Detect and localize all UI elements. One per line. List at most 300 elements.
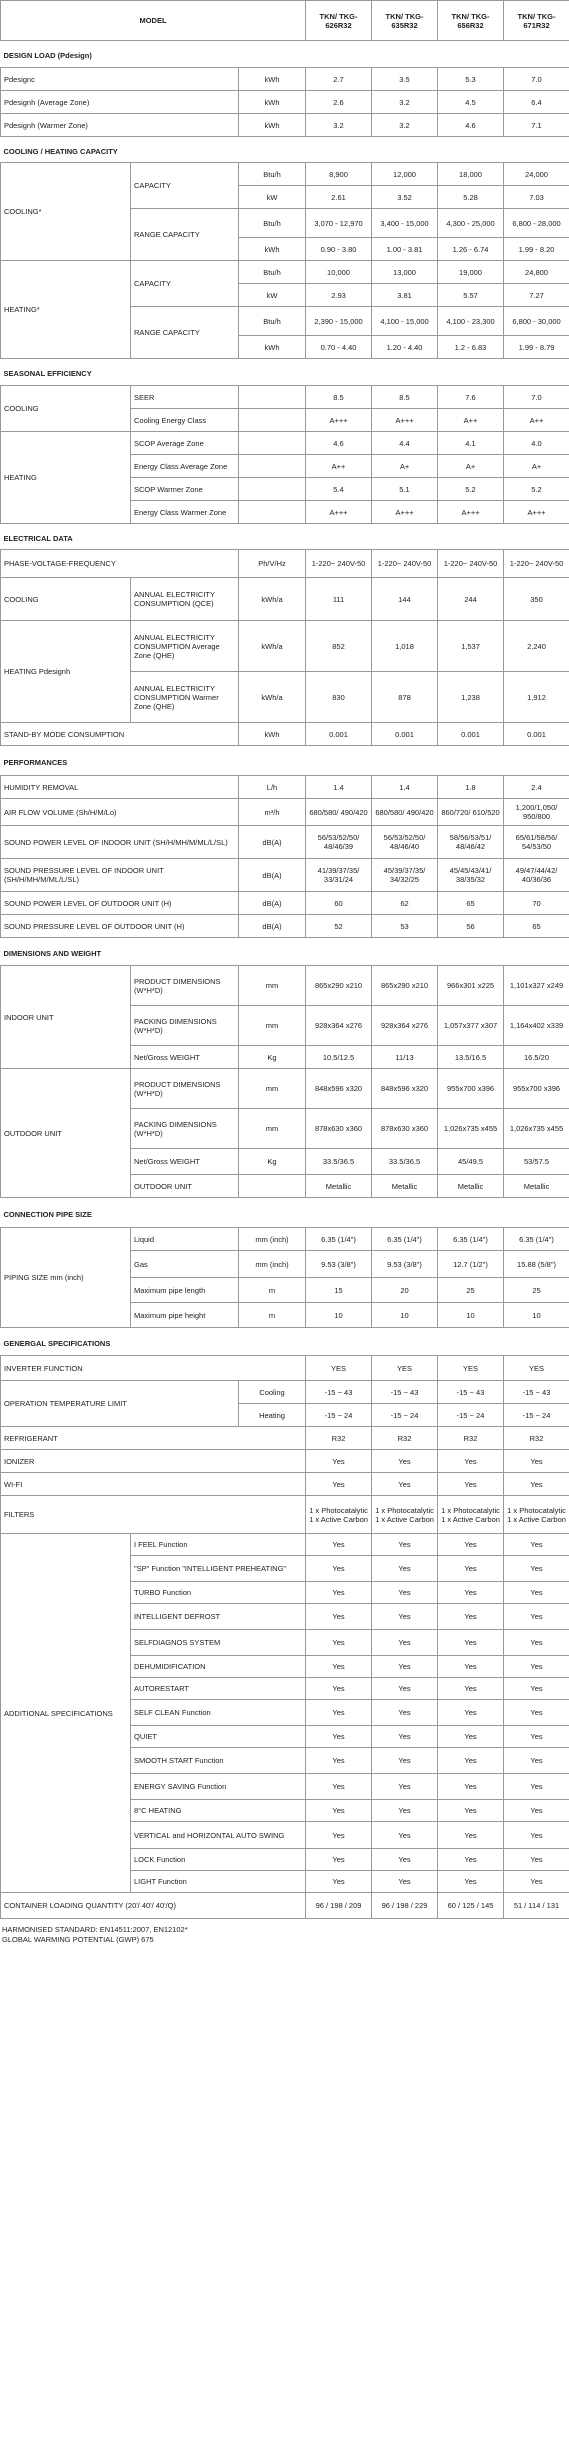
table-row xyxy=(1,915,569,938)
value-cell: 10 xyxy=(306,1303,372,1328)
section-title: ELECTRICAL DATA xyxy=(1,524,569,550)
sub-label: "SP" Function "INTELLIGENT PREHEATING" xyxy=(131,1556,306,1582)
value-cell: Yes xyxy=(372,1822,438,1849)
unit-cell: mm xyxy=(239,1069,306,1109)
row-label: SOUND POWER LEVEL OF INDOOR UNIT (SH/H/MH/M/ML/L/SL) xyxy=(1,826,239,859)
group-label: COOLING* xyxy=(1,163,131,261)
unit-cell: kWh xyxy=(239,238,306,261)
value-cell: -15 ~ 43 xyxy=(504,1381,569,1404)
table-row xyxy=(1,261,569,284)
value-cell: 4.1 xyxy=(438,432,504,455)
value-cell: Yes xyxy=(504,1871,569,1893)
unit-cell: kWh xyxy=(239,114,306,137)
value-cell: Yes xyxy=(306,1849,372,1871)
value-cell: 2.4 xyxy=(504,776,569,799)
unit-cell xyxy=(239,1175,306,1198)
value-cell: Yes xyxy=(504,1822,569,1849)
value-cell: 680/580/ 490/420 xyxy=(372,799,438,826)
value-cell: 10 xyxy=(504,1303,569,1328)
value-cell: 1,018 xyxy=(372,621,438,672)
unit-cell: L/h xyxy=(239,776,306,799)
value-cell: 60 / 125 / 145 xyxy=(438,1893,504,1919)
value-cell: 1,200/1,050/ 950/800 xyxy=(504,799,569,826)
unit-cell: kWh xyxy=(239,336,306,359)
value-cell: Yes xyxy=(504,1656,569,1678)
value-cell: 1,912 xyxy=(504,672,569,723)
value-cell: 848x596 x320 xyxy=(306,1069,372,1109)
value-cell: Yes xyxy=(372,1800,438,1822)
table-row xyxy=(1,621,569,672)
value-cell: Yes xyxy=(372,1604,438,1630)
value-cell: -15 ~ 24 xyxy=(372,1404,438,1427)
value-cell: 60 xyxy=(306,892,372,915)
sub-label: SMOOTH START Function xyxy=(131,1748,306,1774)
value-cell: Yes xyxy=(372,1630,438,1656)
value-cell: 1,537 xyxy=(438,621,504,672)
table-row xyxy=(1,114,569,137)
sub-label: VERTICAL and HORIZONTAL AUTO SWING xyxy=(131,1822,306,1849)
sub-label: SELFDIAGNOS SYSTEM xyxy=(131,1630,306,1656)
value-cell: 350 xyxy=(504,578,569,621)
table-row xyxy=(1,1069,569,1109)
value-cell: Yes xyxy=(372,1774,438,1800)
unit-cell: kWh xyxy=(239,68,306,91)
model-name: TKN/ TKG-635R32 xyxy=(372,1,438,41)
unit-cell xyxy=(239,478,306,501)
table-row xyxy=(1,578,569,621)
value-cell: Yes xyxy=(504,1748,569,1774)
value-cell: 56/53/52/50/ 48/46/39 xyxy=(306,826,372,859)
value-cell: 928x364 x276 xyxy=(372,1006,438,1046)
table-row xyxy=(1,386,569,409)
value-cell: 45/49.5 xyxy=(438,1149,504,1175)
value-cell: Metallic xyxy=(372,1175,438,1198)
value-cell: Yes xyxy=(504,1604,569,1630)
unit-cell xyxy=(239,386,306,409)
value-cell: Yes xyxy=(306,1871,372,1893)
group-label: HEATING* xyxy=(1,261,131,359)
value-cell: 1.2 - 6.83 xyxy=(438,336,504,359)
value-cell: 4,300 - 25,000 xyxy=(438,209,504,238)
value-cell: 6,800 - 28,000 xyxy=(504,209,569,238)
sub-label: SCOP Warmer Zone xyxy=(131,478,239,501)
value-cell: Yes xyxy=(372,1726,438,1748)
value-cell: Yes xyxy=(438,1774,504,1800)
value-cell: Yes xyxy=(306,1582,372,1604)
value-cell: Yes xyxy=(306,1604,372,1630)
value-cell: 1.26 - 6.74 xyxy=(438,238,504,261)
value-cell: -15 ~ 24 xyxy=(438,1404,504,1427)
group-label: HEATING Pdesignh xyxy=(1,621,131,723)
group-label: COOLING xyxy=(1,386,131,432)
value-cell: 7.0 xyxy=(504,386,569,409)
value-cell: 51 / 114 / 131 xyxy=(504,1893,569,1919)
unit-cell: dB(A) xyxy=(239,826,306,859)
unit-cell: kW xyxy=(239,186,306,209)
row-label: SOUND PRESSURE LEVEL OF INDOOR UNIT (SH/H/MH/M/ML/L/SL) xyxy=(1,859,239,892)
section-title: GENERGAL SPECIFICATIONS xyxy=(1,1328,569,1356)
value-cell: 1.99 - 8.79 xyxy=(504,336,569,359)
value-cell: 2.61 xyxy=(306,186,372,209)
value-cell: 955x700 x396 xyxy=(504,1069,569,1109)
footer-notes xyxy=(0,1919,569,1945)
value-cell: Yes xyxy=(306,1800,372,1822)
row-label: SOUND POWER LEVEL OF OUTDOOR UNIT (H) xyxy=(1,892,239,915)
sub-label: CAPACITY xyxy=(131,163,239,209)
value-cell: 5.4 xyxy=(306,478,372,501)
table-row xyxy=(1,1534,569,1556)
value-cell: 860/720/ 610/520 xyxy=(438,799,504,826)
value-cell: Yes xyxy=(306,1556,372,1582)
value-cell: Yes xyxy=(372,1849,438,1871)
value-cell: 65 xyxy=(504,915,569,938)
value-cell: 12.7 (1/2") xyxy=(438,1251,504,1278)
value-cell: 1,057x377 x307 xyxy=(438,1006,504,1046)
value-cell: 4.4 xyxy=(372,432,438,455)
value-cell: 33.5/36.5 xyxy=(372,1149,438,1175)
value-cell: 1 x Photocatalytic 1 x Active Carbon xyxy=(372,1496,438,1534)
value-cell: Yes xyxy=(372,1678,438,1700)
value-cell: Yes xyxy=(504,1726,569,1748)
table-row xyxy=(1,966,569,1006)
value-cell: 1.20 - 4.40 xyxy=(372,336,438,359)
value-cell: 878x630 x360 xyxy=(306,1109,372,1149)
value-cell: 6.35 (1/4") xyxy=(372,1228,438,1251)
value-cell: A+++ xyxy=(438,501,504,524)
value-cell: 144 xyxy=(372,578,438,621)
table-row xyxy=(1,776,569,799)
value-cell: Yes xyxy=(504,1556,569,1582)
unit-cell: kWh/a xyxy=(239,621,306,672)
value-cell: A++ xyxy=(438,409,504,432)
sub-label: Energy Class Average Zone xyxy=(131,455,239,478)
value-cell: Yes xyxy=(438,1450,504,1473)
value-cell: 7.0 xyxy=(504,68,569,91)
unit-cell: Kg xyxy=(239,1046,306,1069)
value-cell: Yes xyxy=(306,1450,372,1473)
value-cell: YES xyxy=(306,1356,372,1381)
value-cell: 10.5/12.5 xyxy=(306,1046,372,1069)
unit-cell: kWh xyxy=(239,723,306,746)
value-cell: Yes xyxy=(372,1473,438,1496)
unit-cell: kWh xyxy=(239,91,306,114)
value-cell: Yes xyxy=(438,1534,504,1556)
value-cell: 928x364 x276 xyxy=(306,1006,372,1046)
value-cell: 878x630 x360 xyxy=(372,1109,438,1149)
sub-label: CAPACITY xyxy=(131,261,239,307)
value-cell: 52 xyxy=(306,915,372,938)
value-cell: 8.5 xyxy=(306,386,372,409)
value-cell: Yes xyxy=(306,1748,372,1774)
value-cell: Metallic xyxy=(504,1175,569,1198)
value-cell: 96 / 198 / 209 xyxy=(306,1893,372,1919)
unit-cell: m xyxy=(239,1303,306,1328)
unit-cell xyxy=(239,432,306,455)
value-cell: 41/39/37/35/ 33/31/24 xyxy=(306,859,372,892)
value-cell: 49/47/44/42/ 40/36/36 xyxy=(504,859,569,892)
value-cell: 111 xyxy=(306,578,372,621)
value-cell: 1-220~ 240V-50 xyxy=(504,550,569,578)
value-cell: 4.0 xyxy=(504,432,569,455)
value-cell: 6.35 (1/4") xyxy=(438,1228,504,1251)
value-cell: Yes xyxy=(504,1800,569,1822)
value-cell: 53/57.5 xyxy=(504,1149,569,1175)
row-label: REFRIGERANT xyxy=(1,1427,306,1450)
value-cell: 680/580/ 490/420 xyxy=(306,799,372,826)
section-row xyxy=(1,1328,569,1356)
sub-label: Net/Gross WEIGHT xyxy=(131,1149,239,1175)
value-cell: 19,000 xyxy=(438,261,504,284)
sub-label: Maximum pipe length xyxy=(131,1278,239,1303)
value-cell: Yes xyxy=(438,1582,504,1604)
value-cell: Yes xyxy=(372,1450,438,1473)
value-cell: Yes xyxy=(306,1473,372,1496)
value-cell: 1,026x735 x455 xyxy=(438,1109,504,1149)
sub-label: Liquid xyxy=(131,1228,239,1251)
value-cell: -15 ~ 24 xyxy=(306,1404,372,1427)
sub-label: PACKING DIMENSIONS (W*H*D) xyxy=(131,1109,239,1149)
value-cell: 1.4 xyxy=(306,776,372,799)
unit-cell xyxy=(239,501,306,524)
sub-label: LOCK Function xyxy=(131,1849,306,1871)
value-cell: Yes xyxy=(306,1726,372,1748)
row-label: INVERTER FUNCTION xyxy=(1,1356,306,1381)
value-cell: 4.5 xyxy=(438,91,504,114)
value-cell: 3.2 xyxy=(372,91,438,114)
value-cell: Yes xyxy=(306,1774,372,1800)
value-cell: Yes xyxy=(438,1726,504,1748)
value-cell: Yes xyxy=(504,1534,569,1556)
sub-label: AUTORESTART xyxy=(131,1678,306,1700)
unit-cell: kW xyxy=(239,284,306,307)
model-name: TKN/ TKG-656R32 xyxy=(438,1,504,41)
value-cell: 0.001 xyxy=(438,723,504,746)
value-cell: 15.88 (5/8") xyxy=(504,1251,569,1278)
unit-cell: Btu/h xyxy=(239,261,306,284)
value-cell: 4.6 xyxy=(306,432,372,455)
row-label: SOUND PRESSURE LEVEL OF OUTDOOR UNIT (H) xyxy=(1,915,239,938)
value-cell: Yes xyxy=(504,1450,569,1473)
value-cell: 1.8 xyxy=(438,776,504,799)
table-row xyxy=(1,432,569,455)
row-label: Pdesignc xyxy=(1,68,239,91)
unit-cell: kWh/a xyxy=(239,672,306,723)
group-label: OUTDOOR UNIT xyxy=(1,1069,131,1198)
header-row xyxy=(1,1,569,41)
table-row xyxy=(1,163,569,186)
value-cell: 878 xyxy=(372,672,438,723)
value-cell: A+++ xyxy=(306,409,372,432)
value-cell: A+++ xyxy=(372,409,438,432)
value-cell: 70 xyxy=(504,892,569,915)
sub-label: I FEEL Function xyxy=(131,1534,306,1556)
value-cell: 65 xyxy=(438,892,504,915)
value-cell: 1 x Photocatalytic 1 x Active Carbon xyxy=(306,1496,372,1534)
sub-label: ENERGY SAVING Function xyxy=(131,1774,306,1800)
value-cell: 5.1 xyxy=(372,478,438,501)
value-cell: 18,000 xyxy=(438,163,504,186)
value-cell: Yes xyxy=(372,1700,438,1726)
value-cell: Yes xyxy=(372,1582,438,1604)
value-cell: R32 xyxy=(372,1427,438,1450)
value-cell: 2.6 xyxy=(306,91,372,114)
table-row xyxy=(1,1893,569,1919)
value-cell: 96 / 198 / 229 xyxy=(372,1893,438,1919)
value-cell: Yes xyxy=(372,1534,438,1556)
row-label: FILTERS xyxy=(1,1496,306,1534)
harmonised-standard-note: HARMONISED STANDARD: EN14511:2007, EN12102* xyxy=(2,1925,188,1934)
row-label: STAND-BY MODE CONSUMPTION xyxy=(1,723,239,746)
unit-cell: m³/h xyxy=(239,799,306,826)
value-cell: 1,026x735 x455 xyxy=(504,1109,569,1149)
section-row xyxy=(1,1198,569,1228)
table-row xyxy=(1,826,569,859)
table-row xyxy=(1,68,569,91)
sub-label: RANGE CAPACITY xyxy=(131,209,239,261)
sub-label: SELF CLEAN Function xyxy=(131,1700,306,1726)
section-row xyxy=(1,41,569,68)
sub-label: Cooling Energy Class xyxy=(131,409,239,432)
value-cell: YES xyxy=(504,1356,569,1381)
value-cell: 2.7 xyxy=(306,68,372,91)
value-cell: 3.81 xyxy=(372,284,438,307)
model-name: TKN/ TKG-626R32 xyxy=(306,1,372,41)
value-cell: 5.2 xyxy=(504,478,569,501)
row-label: Pdesignh (Average Zone) xyxy=(1,91,239,114)
unit-cell: Heating xyxy=(239,1404,306,1427)
table-row xyxy=(1,1356,569,1381)
sub-label: ANNUAL ELECTRICITY CONSUMPTION (QCE) xyxy=(131,578,239,621)
value-cell: 20 xyxy=(372,1278,438,1303)
section-title: SEASONAL EFFICIENCY xyxy=(1,359,569,386)
value-cell: 33.5/36.5 xyxy=(306,1149,372,1175)
group-label: HEATING xyxy=(1,432,131,524)
value-cell: 0.001 xyxy=(372,723,438,746)
value-cell: 4,100 - 23,300 xyxy=(438,307,504,336)
value-cell: 3.5 xyxy=(372,68,438,91)
table-row xyxy=(1,1496,569,1534)
value-cell: Yes xyxy=(438,1800,504,1822)
value-cell: -15 ~ 43 xyxy=(306,1381,372,1404)
value-cell: A+ xyxy=(372,455,438,478)
unit-cell: Btu/h xyxy=(239,209,306,238)
value-cell: 3.2 xyxy=(306,114,372,137)
value-cell: Yes xyxy=(372,1748,438,1774)
value-cell: Yes xyxy=(504,1473,569,1496)
value-cell: 5.2 xyxy=(438,478,504,501)
value-cell: 7.6 xyxy=(438,386,504,409)
table-row xyxy=(1,550,569,578)
table-row xyxy=(1,1381,569,1404)
value-cell: Yes xyxy=(438,1473,504,1496)
value-cell: 0.90 - 3.80 xyxy=(306,238,372,261)
value-cell: Yes xyxy=(306,1656,372,1678)
value-cell: 10 xyxy=(438,1303,504,1328)
sub-label: SCOP Average Zone xyxy=(131,432,239,455)
value-cell: 58/56/53/51/ 48/46/42 xyxy=(438,826,504,859)
value-cell: 6,800 - 30,000 xyxy=(504,307,569,336)
value-cell: 848x596 x320 xyxy=(372,1069,438,1109)
value-cell: 966x301 x225 xyxy=(438,966,504,1006)
value-cell: Yes xyxy=(372,1656,438,1678)
sub-label: Gas xyxy=(131,1251,239,1278)
table-row xyxy=(1,723,569,746)
value-cell: 25 xyxy=(438,1278,504,1303)
sub-label: QUIET xyxy=(131,1726,306,1748)
value-cell: A+++ xyxy=(504,501,569,524)
sub-label: PACKING DIMENSIONS (W*H*D) xyxy=(131,1006,239,1046)
value-cell: 1,101x327 x249 xyxy=(504,966,569,1006)
group-label: OPERATION TEMPERATURE LIMIT xyxy=(1,1381,239,1427)
value-cell: 865x290 x210 xyxy=(306,966,372,1006)
value-cell: 15 xyxy=(306,1278,372,1303)
value-cell: 10,000 xyxy=(306,261,372,284)
unit-cell: dB(A) xyxy=(239,892,306,915)
sub-label: SEER xyxy=(131,386,239,409)
value-cell: -15 ~ 43 xyxy=(372,1381,438,1404)
value-cell: Yes xyxy=(306,1630,372,1656)
value-cell: 6.35 (1/4") xyxy=(504,1228,569,1251)
sub-label: Maximum pipe height xyxy=(131,1303,239,1328)
table-row xyxy=(1,1473,569,1496)
value-cell: Yes xyxy=(372,1556,438,1582)
value-cell: 65/61/58/56/ 54/53/50 xyxy=(504,826,569,859)
value-cell: 16.5/20 xyxy=(504,1046,569,1069)
section-row xyxy=(1,359,569,386)
value-cell: Yes xyxy=(306,1534,372,1556)
value-cell: 3.2 xyxy=(372,114,438,137)
value-cell: YES xyxy=(438,1356,504,1381)
value-cell: 4,100 - 15,000 xyxy=(372,307,438,336)
value-cell: 9.53 (3/8") xyxy=(372,1251,438,1278)
row-label: PHASE-VOLTAGE-FREQUENCY xyxy=(1,550,239,578)
sub-label: ANNUAL ELECTRICITY CONSUMPTION Average Zone (QHE) xyxy=(131,621,239,672)
group-label: PIPING SIZE mm (inch) xyxy=(1,1228,131,1328)
value-cell: Yes xyxy=(306,1822,372,1849)
value-cell: R32 xyxy=(306,1427,372,1450)
value-cell: 1.4 xyxy=(372,776,438,799)
row-label: IONIZER xyxy=(1,1450,306,1473)
value-cell: 8.5 xyxy=(372,386,438,409)
sub-label: DEHUMIDIFICATION xyxy=(131,1656,306,1678)
row-label: CONTAINER LOADING QUANTITY (20'/ 40'/ 40'/Q) xyxy=(1,1893,306,1919)
value-cell: Yes xyxy=(372,1871,438,1893)
unit-cell xyxy=(239,455,306,478)
unit-cell: Btu/h xyxy=(239,307,306,336)
section-row xyxy=(1,746,569,776)
value-cell: 5.57 xyxy=(438,284,504,307)
value-cell: 8,900 xyxy=(306,163,372,186)
unit-cell: mm xyxy=(239,966,306,1006)
unit-cell: Ph/V/Hz xyxy=(239,550,306,578)
value-cell: R32 xyxy=(438,1427,504,1450)
sub-label: RANGE CAPACITY xyxy=(131,307,239,359)
sub-label: OUTDOOR UNIT xyxy=(131,1175,239,1198)
value-cell: -15 ~ 24 xyxy=(504,1404,569,1427)
value-cell: 830 xyxy=(306,672,372,723)
value-cell: 0.001 xyxy=(306,723,372,746)
value-cell: 5.28 xyxy=(438,186,504,209)
section-title: DIMENSIONS AND WEIGHT xyxy=(1,938,569,966)
value-cell: Yes xyxy=(504,1678,569,1700)
unit-cell: Btu/h xyxy=(239,163,306,186)
value-cell: 10 xyxy=(372,1303,438,1328)
value-cell: 852 xyxy=(306,621,372,672)
value-cell: Metallic xyxy=(438,1175,504,1198)
section-row xyxy=(1,938,569,966)
sub-label: Net/Gross WEIGHT xyxy=(131,1046,239,1069)
value-cell: Yes xyxy=(438,1849,504,1871)
